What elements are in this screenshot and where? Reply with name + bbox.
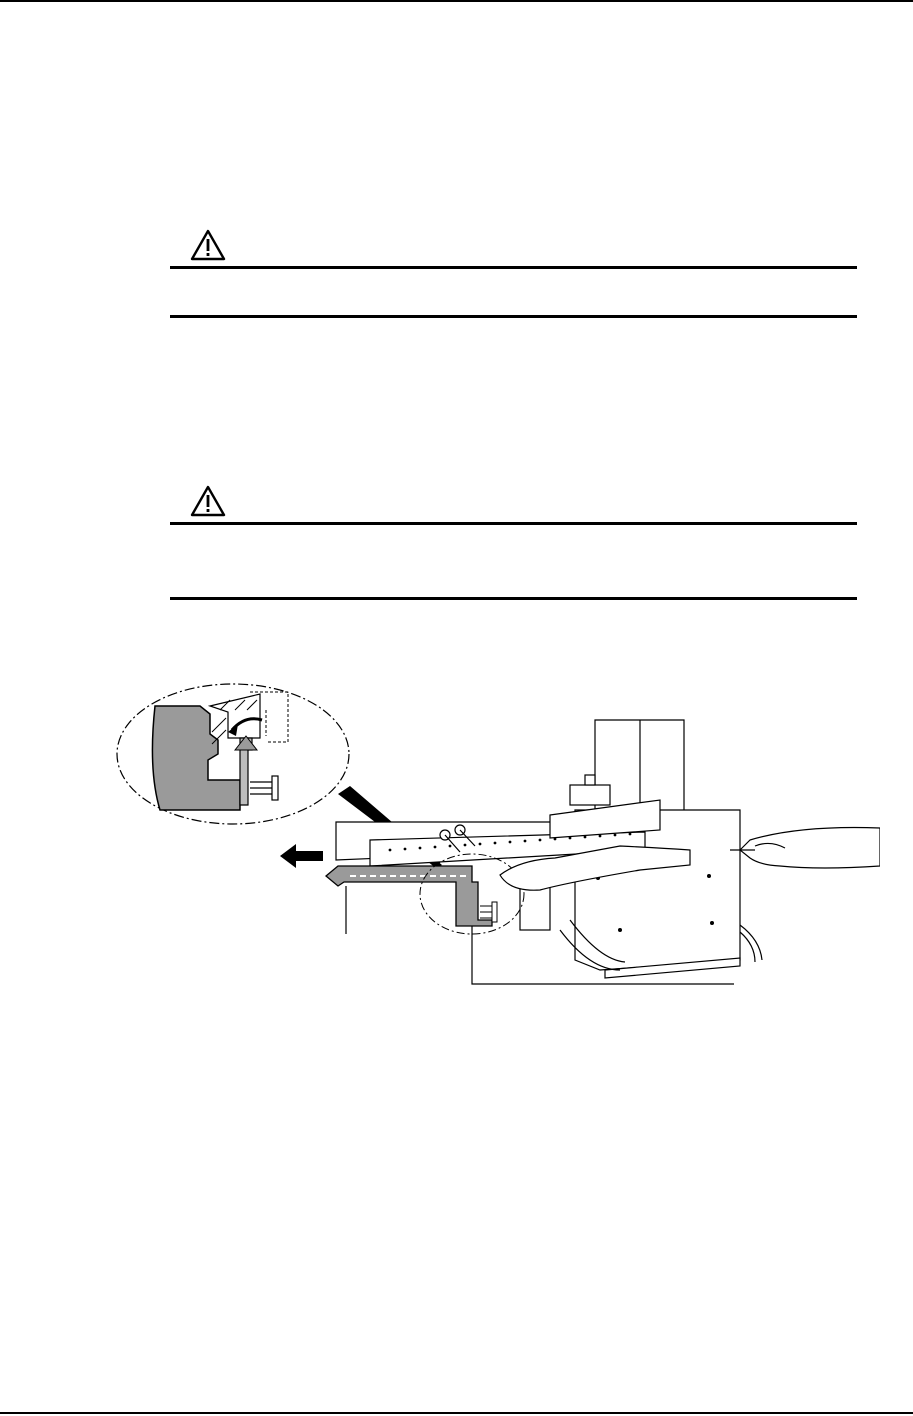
warning-block-1 bbox=[170, 228, 857, 320]
warning-triangle-icon bbox=[189, 484, 227, 518]
bracket-removal-illustration bbox=[100, 670, 880, 1010]
mounting-bracket bbox=[326, 854, 524, 934]
detail-callout bbox=[117, 684, 349, 824]
warning-bottom-line bbox=[170, 597, 857, 600]
page-top-rule bbox=[0, 0, 913, 2]
warning-block-2 bbox=[170, 484, 857, 602]
warning-top-line bbox=[170, 266, 857, 269]
unit-body bbox=[336, 720, 762, 978]
arrow-left-icon bbox=[280, 844, 323, 868]
warning-bottom-line bbox=[170, 315, 857, 318]
page-bottom-rule bbox=[0, 1412, 913, 1414]
warning-triangle-icon bbox=[189, 228, 227, 262]
warning-top-line bbox=[170, 522, 857, 525]
